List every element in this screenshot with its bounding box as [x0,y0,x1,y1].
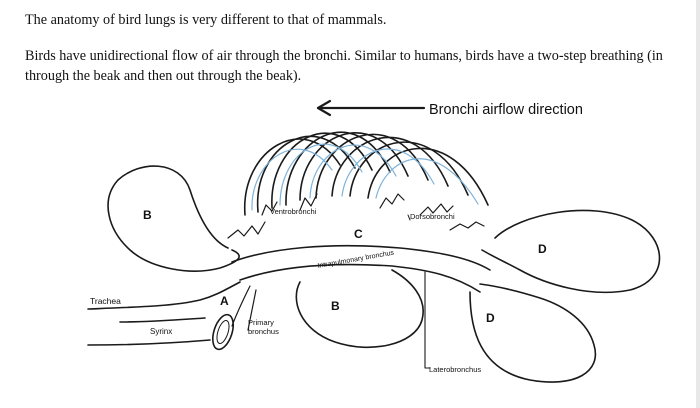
laterobronchus-line [425,272,430,368]
body-paragraph: Birds have unidirectional flow of air through the bronchi. Similar to humans, birds have a two-step breathing (in through the beak and then out through the beak). [25,48,663,84]
label-sac-a: A [220,294,229,308]
airflow-arrow [318,101,424,115]
label-sac-b-front: B [143,208,152,222]
label-ventrobronchi: Ventrobronchi [270,207,317,216]
label-intrapulmonary-bronchus: Intrapulmonary bronchus [317,249,395,270]
label-syrinx: Syrinx [150,327,173,336]
air-sac-b-rear [296,270,423,347]
air-sac-d-lower [470,284,595,382]
label-sac-b-rear: B [331,299,340,313]
parabronchi-arches [245,132,488,215]
intro-paragraph: The anatomy of bird lungs is very different to that of mammals. [25,12,387,28]
label-trachea: Trachea [90,296,121,306]
air-sac-d-upper [482,210,660,292]
air-sac-b-front [108,166,239,271]
label-laterobronchus: Laterobronchus [429,365,482,374]
syrinx-ring [209,312,237,352]
label-region-c: C [354,227,363,241]
airflow-label: Bronchi airflow direction [429,102,583,118]
label-sac-d-lower: D [486,311,495,325]
label-sac-d-upper: D [538,242,547,256]
label-dorsobronchi: Dorsobronchi [410,212,455,221]
label-primary-bronchus: Primary bronchus [248,318,279,336]
